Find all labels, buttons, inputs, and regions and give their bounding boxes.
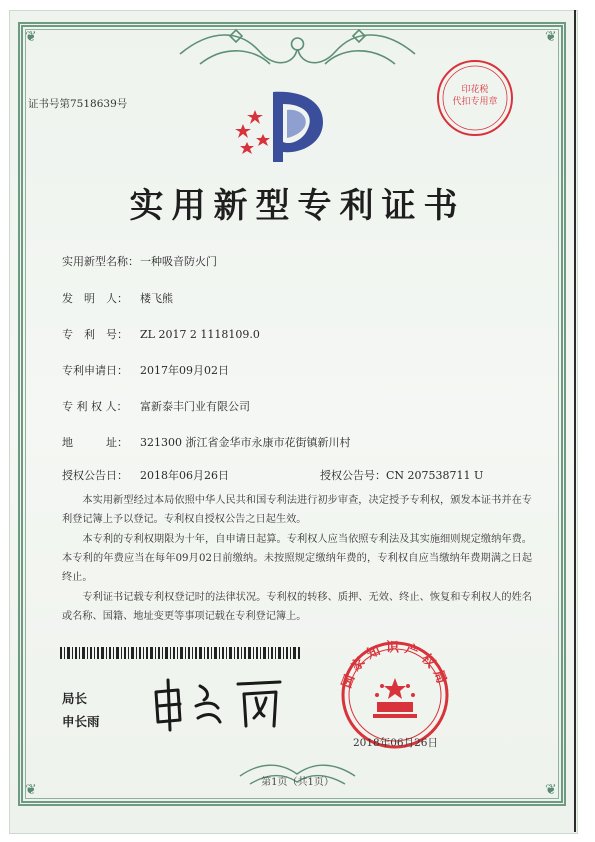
top-ornament — [170, 24, 425, 76]
field-application-date — [62, 362, 229, 378]
corner-ornament: ❦ — [545, 782, 557, 798]
certificate-number: 证书号第7518639号 — [28, 98, 128, 110]
field-label: 专 利 号： — [62, 328, 128, 341]
ip-office-seal — [330, 640, 460, 750]
tax-stamp — [435, 58, 515, 138]
field-value: ZL 2017 2 1118109.0 — [140, 328, 260, 341]
field-utility-model-name — [62, 253, 217, 269]
field-label: 授权公告日： — [62, 469, 128, 482]
barcode — [60, 647, 302, 659]
seal-date: 2018年06月26日 — [353, 737, 438, 749]
field-value: 富新泰丰门业有限公司 — [140, 400, 250, 413]
field-address — [62, 434, 351, 450]
field-patent-number — [62, 326, 260, 342]
corner-ornament: ❦ — [545, 29, 557, 45]
field-label: 实用新型名称： — [62, 255, 139, 268]
field-patentee — [62, 398, 250, 414]
paragraph-grant: 本实用新型经过本局依照中华人民共和国专利法进行初步审查，决定授予专利权，颁发本证书并在专利登记簿上予以登记。专利权自授权公告之日起生效。 — [62, 495, 532, 525]
field-value: 2017年09月02日 — [140, 364, 229, 377]
scan-edge-line — [574, 10, 576, 832]
field-label: 专利申请日： — [62, 364, 128, 377]
svg-text:印花税: 印花税 — [461, 85, 489, 95]
field-label: 授权公告号： — [320, 469, 386, 482]
field-value: 楼飞熊 — [140, 292, 173, 305]
paragraph-term: 本专利的专利权期限为十年，自申请日起算。专利权人应当依照专利法及其实施细则规定缴纳年费。本专利的年费应当在每年09月02日前缴纳。未按照规定缴纳年费的，专利权自应当缴纳年费期满之日起终止。 — [62, 534, 532, 583]
director-name: 申长雨 — [62, 714, 100, 729]
field-label: 地 址： — [62, 436, 128, 449]
svg-text:国家知识产权局: 国家知识产权局 — [339, 640, 451, 691]
director-title: 局长 — [62, 691, 88, 706]
field-grant-date — [62, 467, 229, 483]
field-inventor — [62, 290, 173, 306]
field-label: 发 明 人： — [62, 292, 128, 305]
svg-text:代扣专用章: 代扣专用章 — [452, 97, 498, 107]
certificate-title: 实用新型专利证书 — [129, 186, 466, 226]
field-value: 321300 浙江省金华市永康市花街镇新川村 — [140, 436, 351, 449]
director-signature — [148, 672, 288, 732]
field-label: 专 利 权 人： — [62, 400, 128, 413]
field-announcement-number — [320, 467, 483, 483]
field-value: CN 207538711 U — [386, 469, 484, 482]
corner-ornament: ❦ — [25, 29, 37, 45]
field-value: 2018年06月26日 — [140, 469, 229, 482]
page-footer: 第1页（共1页） — [261, 777, 334, 788]
paragraph-legal-status: 专利证书记载专利权登记时的法律状况。专利权的转移、质押、无效、终止、恢复和专利权人的姓名或名称、国籍、地址变更等事项记载在专利登记簿上。 — [62, 592, 532, 622]
patent-office-logo — [225, 82, 335, 172]
corner-ornament: ❦ — [25, 782, 37, 798]
field-value: 一种吸音防火门 — [140, 255, 217, 268]
